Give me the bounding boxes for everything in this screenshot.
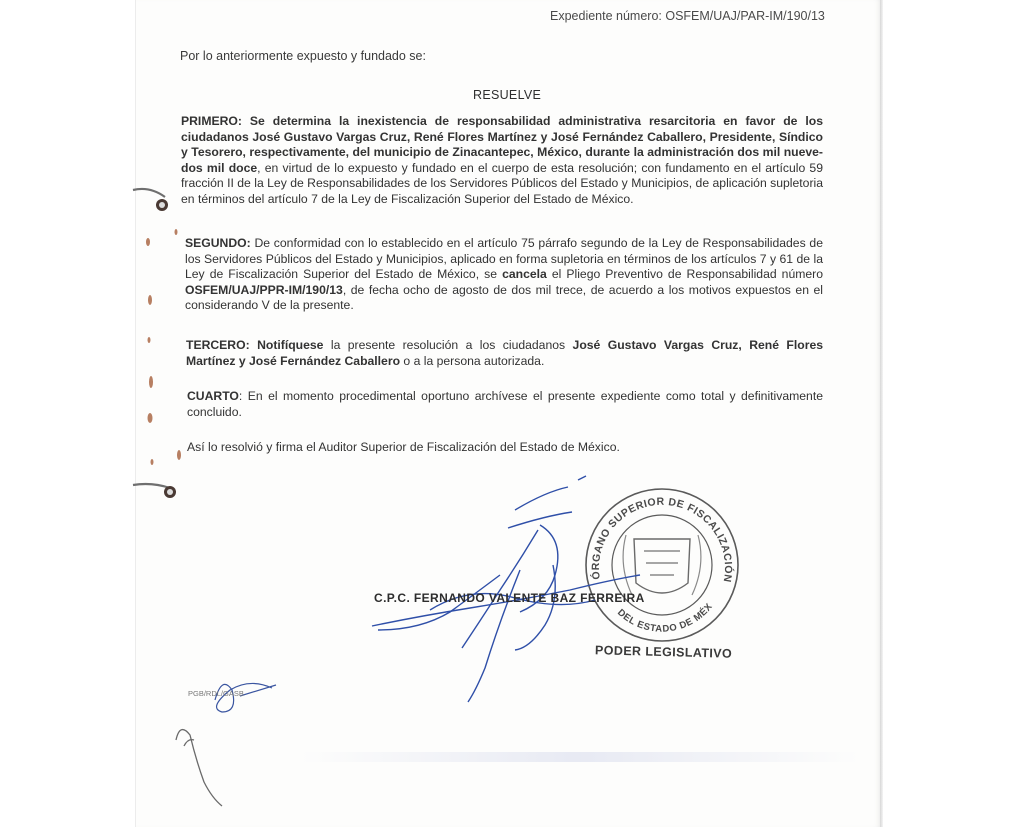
cuarto-label: CUARTO	[187, 389, 239, 403]
segundo-label: SEGUNDO:	[185, 236, 251, 250]
segundo-text-a: De conformidad con lo establecido en el artículo 75 párrafo segundo de la Ley de Responsabilidades de los Servidores Públicos del Estado y Municipios, aplicado en forma supletoria en términos de los artículos 7 y 61 de la Ley de Fiscalización Superior del Estado de México, se	[185, 236, 823, 282]
segundo-text-c: , de fecha ocho de agosto de dos mil trece, de acuerdo a los motivos expuestos en el considerando V de la presente.	[185, 282, 823, 313]
margin-pencil-mark	[176, 730, 222, 806]
binder-hook-icon	[133, 189, 168, 211]
initials-reference: PGB/RDL/GASB	[188, 689, 244, 698]
official-seal-icon	[586, 489, 738, 641]
expediente-number: Expediente número: OSFEM/UAJ/PAR-IM/190/13	[550, 9, 825, 23]
handwritten-signature	[372, 476, 640, 702]
seal-arc-bottom: DEL ESTADO DE MÉX	[615, 601, 715, 635]
signer-name: C.P.C. FERNANDO VALENTE BAZ FERREIRA	[374, 591, 645, 605]
segundo-bold-b: OSFEM/UAJ/PPR-IM/190/13	[185, 282, 343, 297]
resuelve-heading: RESUELVE	[473, 88, 542, 102]
intro-line: Por lo anteriormente expuesto y fundado se:	[180, 49, 426, 63]
poder-legislativo-label: PODER LEGISLATIVO	[594, 643, 733, 661]
tercero-text-a: la presente resolución a los ciudadanos	[323, 338, 573, 352]
primero-bold: Se determina la inexistencia de responsabilidad administrativa resarcitoria en favor de los ciudadanos José Gustavo Vargas Cruz, René Flores Martínez y José Fernández Caballero, Presidente, Síndico y Tesorero, respectivamente, del municipio de Zinacantepec, México, durante la administración dos mil nueve-dos mil doce	[181, 114, 823, 175]
primero-label: PRIMERO:	[181, 114, 242, 128]
tercero-bold-a: Notifíquese	[257, 338, 324, 352]
tercero-bold-b: José Gustavo Vargas Cruz, René Flores Martínez y José Fernández Caballero	[186, 338, 824, 368]
seal-arc-top: ÓRGANO SUPERIOR DE FISCALIZACIÓN	[589, 495, 735, 584]
closing-line: Así lo resolvió y firma el Auditor Superior de Fiscalización del Estado de México.	[187, 440, 620, 454]
primero-text: , en virtud de lo expuesto y fundado en el cuerpo de esta resolución; con fundamento en el artículo 59 fracción II de la Ley de Responsabilidades de los Servidores Públicos del Estado y Municipios, de aplicación supletoria en términos del artículo 7 de la Ley de Fiscalización Superior del Estado de México.	[181, 160, 823, 206]
segundo-text-b: el Pliego Preventivo de Responsabilidad número	[546, 267, 823, 282]
cuarto-text: : En el momento procedimental oportuno archívese el presente expediente como total y definitivamente concluido.	[187, 389, 823, 419]
segundo-bold-a: cancela	[502, 267, 547, 282]
tercero-label: TERCERO:	[186, 338, 250, 352]
rust-stain-marks	[146, 229, 181, 465]
bleed-through-band	[300, 752, 860, 762]
binder-hook-icon	[133, 484, 176, 498]
tercero-text-b: o a la persona autorizada.	[400, 353, 545, 368]
